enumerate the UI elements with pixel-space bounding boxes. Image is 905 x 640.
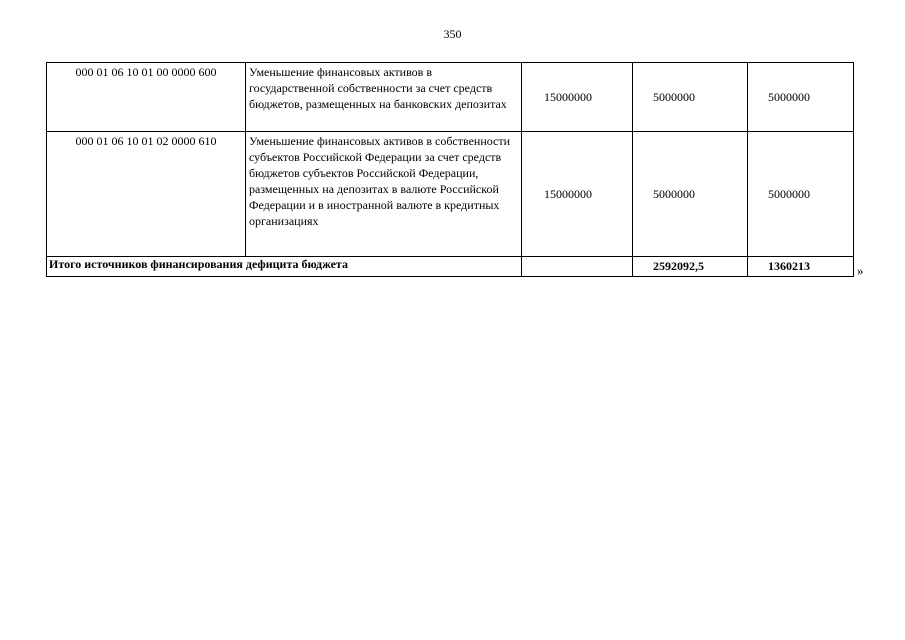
value-cell: 5000000	[633, 63, 748, 132]
closing-quote-mark: »	[857, 263, 864, 278]
total-value-cell: 1360213	[748, 257, 854, 277]
table-row	[47, 132, 854, 257]
value-cell: 15000000	[522, 63, 633, 132]
value-cell: 5000000	[748, 63, 854, 132]
table-row	[47, 63, 854, 132]
value-cell: 5000000	[748, 132, 854, 257]
total-label: Итого источников финансирования дефицита бюджета	[47, 257, 522, 277]
total-row	[47, 257, 854, 277]
budget-code-cell: 000 01 06 10 01 02 0000 610	[47, 132, 246, 257]
description-cell: Уменьшение финансовых активов в государственной собственности за счет средств бюджетов, размещенных на банковских депозитах	[246, 63, 522, 132]
value-cell: 5000000	[633, 132, 748, 257]
total-value-cell: 2592092,5	[633, 257, 748, 277]
page-number: 350	[443, 27, 462, 41]
description-cell: Уменьшение финансовых активов в собственности субъектов Российской Федерации за счет средств бюджетов субъектов Российской Федерации, размещенных на депозитах в валюте Российской Федерации и в иностранной валюте в кредитных организациях	[246, 132, 522, 257]
value-cell: 15000000	[522, 132, 633, 257]
budget-sources-table	[46, 62, 854, 277]
budget-code-cell: 000 01 06 10 01 00 0000 600	[47, 63, 246, 132]
total-value-cell	[522, 257, 633, 277]
